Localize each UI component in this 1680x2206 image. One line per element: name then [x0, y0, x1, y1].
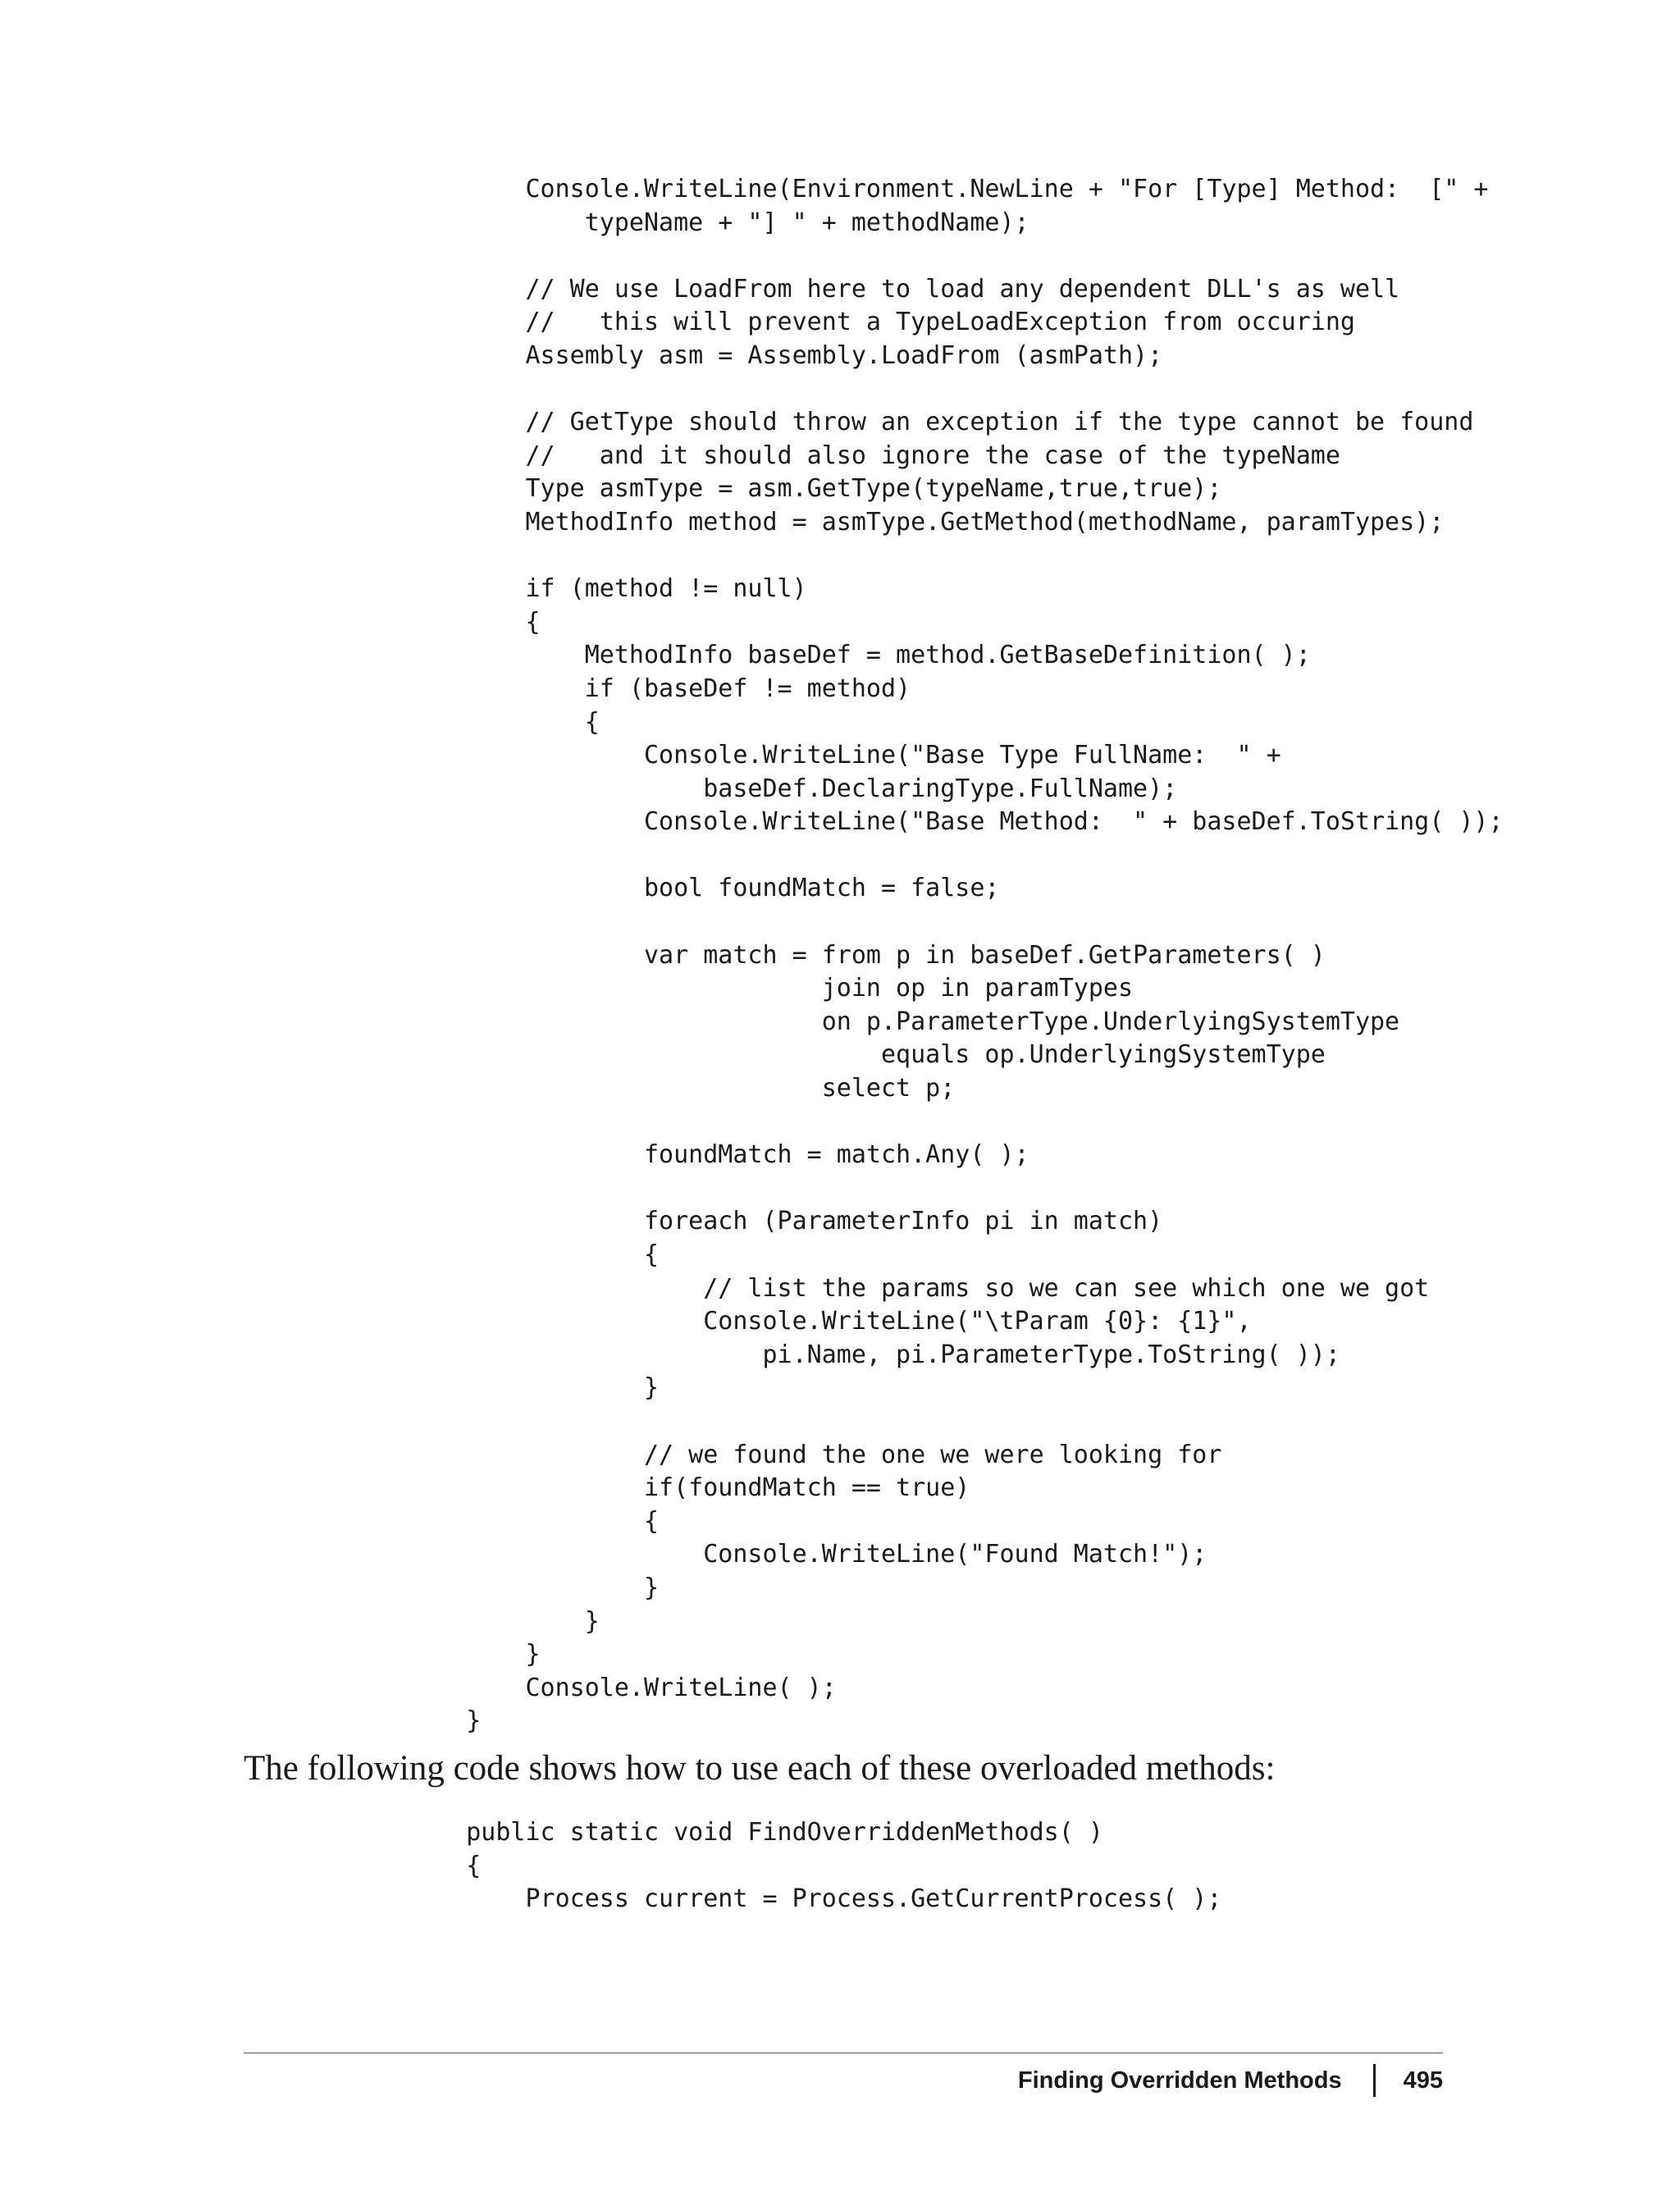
- page-number: 495: [1403, 2067, 1443, 2094]
- running-footer-title: Finding Overridden Methods: [1017, 2067, 1342, 2094]
- code-listing-find-overridden-methods: public static void FindOverriddenMethods( ) { Process current = Process.GetCurrentProcess( );: [466, 1818, 1222, 1914]
- body-paragraph: The following code shows how to use each of these overloaded methods:: [244, 1749, 1276, 1788]
- page-footer: [1018, 2063, 1443, 2098]
- footer-separator: [1373, 2064, 1376, 2097]
- code-listing-continued: Console.WriteLine(Environment.NewLine + "For [Type] Method: [" + typeName + "] " + methodName); // We use LoadFrom here to load any dependent DLL's as well // this will prevent a TypeLoadException from occuring Assembly asm = Assembly.LoadFrom (asmPath); // GetType should throw an exception if the type cannot be found // and it should also ignore the case of the typeName Type asmType = asm.GetType(typeName,true,true); MethodInfo method = asmType.GetMethod(methodName, paramTypes); if (method != null) { MethodInfo baseDef = method.GetBaseDefinition( ); if (baseDef != method) { Console.WriteLine("Base Type FullName: " + baseDef.DeclaringType.FullName); Console.WriteLine("Base Method: " + baseDef.ToString( )); bool foundMatch = false; var match = from p in baseDef.GetParameters( ) join op in paramTypes on p.ParameterType.UnderlyingSystemType equals op.UnderlyingSystemType select p; foundMatch = match.Any( ); foreach (ParameterInfo pi in match) { // list the params so we can see which one we got Console.WriteLine("\tParam {0}: {1}", pi.Name, pi.ParameterType.ToString( )); } // we found the one we were looking for if(foundMatch == true) { Console.WriteLine("Found Match!"); } } } Console.WriteLine( ); }: [466, 175, 1504, 1736]
